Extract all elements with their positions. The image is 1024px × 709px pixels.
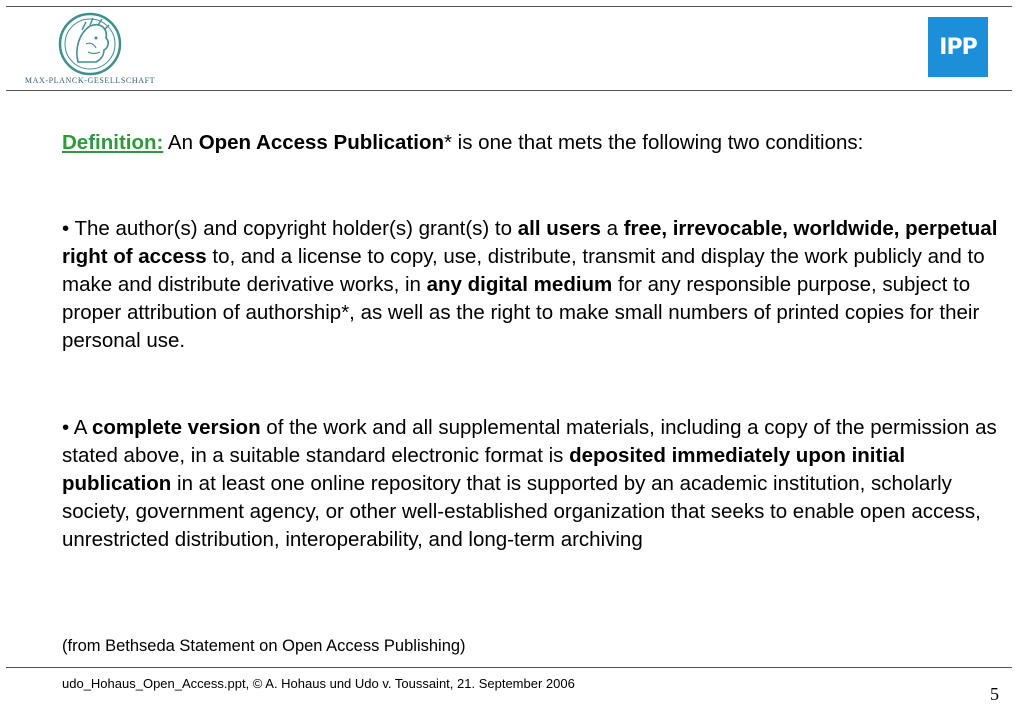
paragraph-text: • A <box>62 416 92 439</box>
definition-emphasis: Open Access Publication <box>198 131 444 154</box>
paragraph-emphasis: all users <box>517 217 601 240</box>
paragraph-text: in at least one online repository that is supported by an academic institution, scholarly society, government agency, or other well-established organization that seeks to enable open access, unrestricted distribution, interoperability, and long-term archiving <box>62 472 981 551</box>
page-number: 5 <box>990 684 999 704</box>
paragraph-text: to, and a license to copy, use, distribute, transmit and display the work publicly and to make and distribute derivative works, in <box>62 245 985 296</box>
condition-2-paragraph <box>62 414 1002 554</box>
footer-text: udo_Hohaus_Open_Access.ppt, © A. Hohaus und Udo v. Toussaint, 21. September 2006 <box>62 676 575 691</box>
definition-text: An <box>163 131 199 154</box>
footer-rule <box>6 667 1012 668</box>
definition-statement <box>62 129 1002 157</box>
header-bottom-rule <box>6 90 1012 91</box>
ipp-logo-text: IPP <box>939 34 977 60</box>
paragraph-text: for any responsible purpose, subject to proper attribution of authorship*, as well as the right to make small numbers of printed copies for their personal use. <box>62 273 980 352</box>
minerva-emblem-icon <box>20 8 160 78</box>
definition-label: Definition: <box>62 131 164 154</box>
paragraph-emphasis: any digital medium <box>426 273 613 296</box>
source-note: (from Bethseda Statement on Open Access Publishing) <box>62 637 466 655</box>
paragraph-emphasis: complete version <box>91 416 261 439</box>
condition-1-paragraph <box>62 215 1002 355</box>
max-planck-logo-text: MAX-PLANCK-GESELLSCHAFT <box>24 76 156 85</box>
paragraph-text: of the work and all supplemental materials, including a copy of the permission as stated above, in a suitable standard electronic format is <box>62 416 997 467</box>
header-top-rule <box>6 6 1012 7</box>
ipp-logo <box>928 17 988 77</box>
paragraph-emphasis: free, irrevocable, worldwide, perpetual right of access <box>62 217 998 268</box>
paragraph-emphasis: deposited immediately upon initial publication <box>62 444 906 495</box>
paragraph-text: • The author(s) and copyright holder(s) grant(s) to <box>62 217 518 240</box>
paragraph-text: a <box>600 217 624 240</box>
definition-text: * is one that mets the following two conditions: <box>444 131 864 154</box>
